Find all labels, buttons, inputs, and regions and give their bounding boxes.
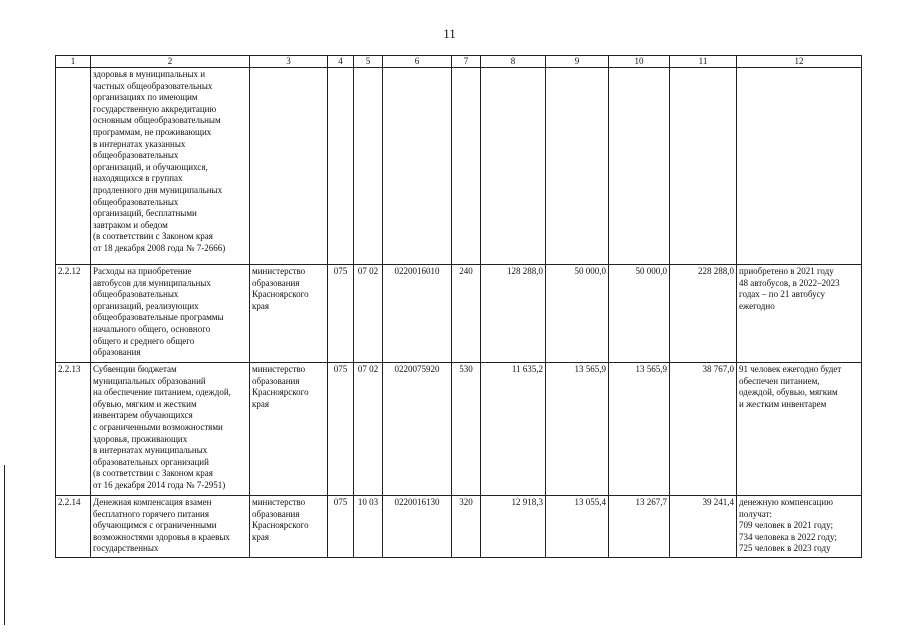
code-grbs <box>328 68 354 265</box>
table-row <box>56 68 862 265</box>
responsible-body: министерство образования Красноярского края <box>250 496 328 558</box>
amount-2022 <box>546 68 609 265</box>
amount-2023: 50 000,0 <box>609 265 670 363</box>
header-cell: 8 <box>481 56 546 68</box>
code-expense-type: 320 <box>452 496 481 558</box>
code-section <box>354 68 383 265</box>
amount-2022: 13 565,9 <box>546 363 609 496</box>
code-target: 0220016010 <box>383 265 452 363</box>
item-name: Денежная компенсация взамен бесплатного горячего питания обучающимся с ограниченными возможностями здоровья в краевых государственных <box>91 496 250 558</box>
page-number: 11 <box>443 26 456 41</box>
code-expense-type: 530 <box>452 363 481 496</box>
header-cell: 6 <box>383 56 452 68</box>
code-target <box>383 68 452 265</box>
item-number: 2.2.12 <box>56 265 91 363</box>
code-grbs: 075 <box>328 363 354 496</box>
header-cell: 1 <box>56 56 91 68</box>
program-table <box>55 55 862 558</box>
amount-2022: 50 000,0 <box>546 265 609 363</box>
amount-2021: 11 635,2 <box>481 363 546 496</box>
header-cell: 12 <box>737 56 862 68</box>
amount-2023 <box>609 68 670 265</box>
code-target: 0220016130 <box>383 496 452 558</box>
code-section: 07 02 <box>354 363 383 496</box>
code-grbs: 075 <box>328 265 354 363</box>
table-row <box>56 265 862 363</box>
code-expense-type: 240 <box>452 265 481 363</box>
code-section: 10 03 <box>354 496 383 558</box>
item-name: Расходы на приобретение автобусов для муниципальных общеобразовательных организаций, реализующих общеобразовательные программы начального общего, основного общего и среднего общего образования <box>91 265 250 363</box>
header-cell: 10 <box>609 56 670 68</box>
margin-rule <box>4 465 5 625</box>
item-number: 2.2.14 <box>56 496 91 558</box>
item-name: здоровья в муниципальных и частных общеобразовательных организациях по имеющим государственную аккредитацию основным общеобразовательным программам, не проживающих в интернатах указанных общеобразовательных организаций, и обучающихся, находящихся в группах продленного дня муниципальных общеобразовательных организаций, бесплатными завтраком и обедом (в соответствии с Законом края от 18 декабря 2008 года № 7-2666) <box>91 68 250 265</box>
expected-result: 91 человек ежегодно будет обеспечен питанием, одеждой, обувью, мягким и жестким инвентарем <box>737 363 862 496</box>
expected-result <box>737 68 862 265</box>
code-section: 07 02 <box>354 265 383 363</box>
header-cell: 5 <box>354 56 383 68</box>
amount-2021: 12 918,3 <box>481 496 546 558</box>
table-row <box>56 496 862 558</box>
header-cell: 4 <box>328 56 354 68</box>
expected-result: приобретено в 2021 году 48 автобусов, в 2022–2023 годах – по 21 автобусу ежегодно <box>737 265 862 363</box>
header-row <box>56 56 862 68</box>
header-cell: 9 <box>546 56 609 68</box>
header-cell: 11 <box>670 56 737 68</box>
header-cell: 7 <box>452 56 481 68</box>
code-grbs: 075 <box>328 496 354 558</box>
header-cell: 3 <box>250 56 328 68</box>
amount-total: 228 288,0 <box>670 265 737 363</box>
table-row <box>56 363 862 496</box>
amount-2022: 13 055,4 <box>546 496 609 558</box>
amount-2023: 13 565,9 <box>609 363 670 496</box>
item-number <box>56 68 91 265</box>
responsible-body: министерство образования Красноярского края <box>250 363 328 496</box>
amount-total <box>670 68 737 265</box>
code-target: 0220075920 <box>383 363 452 496</box>
code-expense-type <box>452 68 481 265</box>
amount-2021: 128 288,0 <box>481 265 546 363</box>
item-name: Субвенции бюджетам муниципальных образований на обеспечение питанием, одеждой, обувью, мягким и жестким инвентарем обучающихся с ограниченными возможностями здоровья, проживающих в интернатах муниципальных образовательных организаций (в соответствии с Законом края от 16 декабря 2014 года № 7-2951) <box>91 363 250 496</box>
amount-2023: 13 267,7 <box>609 496 670 558</box>
header-cell: 2 <box>91 56 250 68</box>
item-number: 2.2.13 <box>56 363 91 496</box>
responsible-body: министерство образования Красноярского края <box>250 265 328 363</box>
amount-2021 <box>481 68 546 265</box>
expected-result: денежную компенсацию получат: 709 человек в 2021 году; 734 человека в 2022 году; 725 человек в 2023 году <box>737 496 862 558</box>
amount-total: 38 767,0 <box>670 363 737 496</box>
amount-total: 39 241,4 <box>670 496 737 558</box>
responsible-body <box>250 68 328 265</box>
